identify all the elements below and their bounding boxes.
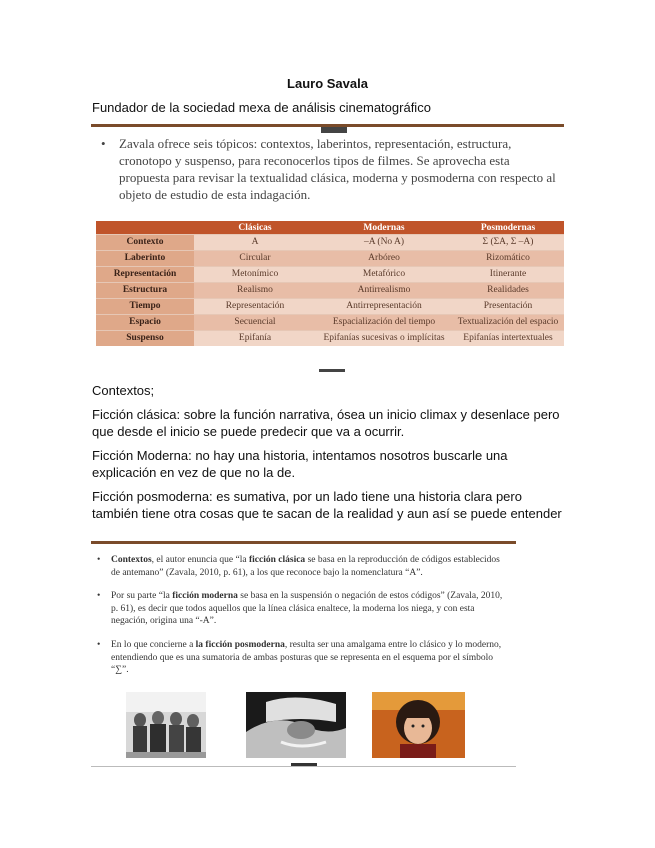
photo-group-soldiers: [126, 692, 206, 758]
slide-bottom-tab: [319, 369, 345, 372]
bullet-mark: •: [101, 136, 106, 151]
paragraph-ficcion-clasica: Ficción clásica: sobre la función narrativa, ósea un inicio climax y desenlace pero que desde el inicio se puede predecir que va a ocurrir.: [92, 407, 560, 439]
table-cell: Metafórico: [316, 267, 452, 283]
table-cell: Secuencial: [194, 315, 316, 331]
table-header-row: [96, 221, 564, 235]
table-row-header: Representación: [96, 267, 194, 283]
table-cell: Itinerante: [452, 267, 564, 283]
table-row: [96, 299, 564, 315]
table-row-header: Suspenso: [96, 331, 194, 347]
slide-topics: [91, 124, 564, 372]
table-cell: Antirrepresentación: [316, 299, 452, 315]
paragraph-ficcion-moderna: Ficción Moderna: no hay una historia, intentamos nosotros buscarle una explicación en vez de que no la de.: [92, 448, 508, 480]
slide-item-clasica: • Contextos, el autor enuncia que “la ficción clásica se basa en la reproducción de códigos establecidos de antemano” (Zavala, 2010, p. 61), a los que reconoce bajo la nomenclatura “A”.: [97, 555, 500, 578]
table-cell: Epifanías sucesivas o implícitas: [316, 331, 452, 347]
paragraph-contextos: Contextos;: [92, 383, 155, 398]
table-header-cell: Modernas: [316, 221, 452, 235]
table-cell: Epifanías intertextuales: [452, 331, 564, 347]
slide-contextos: [91, 541, 516, 767]
table-row-header: Espacio: [96, 315, 194, 331]
photo-hands-closeup: [246, 692, 346, 758]
table-cell: Realismo: [194, 283, 316, 299]
table-row: [96, 331, 564, 347]
slide-item-moderna: • Por su parte “la ficción moderna se basa en la suspensión o negación de estos códigos” (Zavala, 2010, p. 61), es decir que todos aquellos que la línea clásica enaltece, la moderna los niega, y con esta negación, origina una “-A”.: [97, 591, 503, 626]
slide-top-tab: [321, 124, 347, 133]
table-cell: Representación: [194, 299, 316, 315]
table-row-header: Contexto: [96, 235, 194, 251]
table-row-header: Estructura: [96, 283, 194, 299]
table-header-cell: [96, 221, 194, 235]
table-row-header: Tiempo: [96, 299, 194, 315]
table-cell: Realidades: [452, 283, 564, 299]
bullet-text: Zavala ofrece seis tópicos: contextos, laberintos, representación, estructura, cronotopo y suspenso, para reconocerlos tipos de filmes. Se aprovecha esta propuesta para revisar la textualidad clásica, moderna y posmoderna con respecto al objeto de estudio de esta indagación.: [119, 136, 556, 202]
table-header-cell: Clásicas: [194, 221, 316, 235]
slide-bullet: [101, 135, 561, 203]
table-cell: Epifanía: [194, 331, 316, 347]
table-cell: A: [194, 235, 316, 251]
bullet-mark: •: [97, 640, 101, 650]
slide-item-posmoderna: • En lo que concierne a la ficción posmoderna, resulta ser una amalgama entre lo clásico y lo moderno, entendiendo que es una sumatoria de ambas posturas que se representa en el esquema por el símbolo “∑”.: [97, 640, 502, 675]
slide-bottom-tab: [291, 763, 317, 766]
table-cell: Arbóreo: [316, 251, 452, 267]
table-cell: Rizomático: [452, 251, 564, 267]
table-row: [96, 267, 564, 283]
table-row: [96, 283, 564, 299]
table-header-cell: Posmodernas: [452, 221, 564, 235]
term-contextos: Contextos: [111, 555, 152, 565]
term-ficcion-clasica: ficción clásica: [248, 555, 306, 565]
bullet-mark: •: [97, 555, 101, 565]
table-cell: Textualización del espacio: [452, 315, 564, 331]
table-row: [96, 235, 564, 251]
page-title: Lauro Savala: [287, 76, 368, 91]
bullet-mark: •: [97, 591, 101, 601]
table-cell: Circular: [194, 251, 316, 267]
topics-table: [96, 221, 564, 346]
table-cell: Metonímico: [194, 267, 316, 283]
table-cell: Σ (ΣA, Σ –A): [452, 235, 564, 251]
table-cell: Espacialización del tiempo: [316, 315, 452, 331]
page-subtitle: Fundador de la sociedad mexa de análisis cinematográfico: [92, 100, 431, 115]
table-row: [96, 315, 564, 331]
paragraph-ficcion-posmoderna: Ficción posmoderna: es sumativa, por un lado tiene una historia clara pero también tiene otra cosas que te sacan de la realidad y aun así se puede entender: [92, 489, 562, 521]
table-cell: Antirrealismo: [316, 283, 452, 299]
table-row-header: Laberinto: [96, 251, 194, 267]
table-row: [96, 251, 564, 267]
table-cell: –A (No A): [316, 235, 452, 251]
table-cell: Presentación: [452, 299, 564, 315]
photo-woman-portrait: [372, 692, 465, 758]
term-ficcion-posmoderna: la ficción posmoderna: [195, 640, 285, 650]
term-ficcion-moderna: ficción moderna: [172, 591, 238, 601]
